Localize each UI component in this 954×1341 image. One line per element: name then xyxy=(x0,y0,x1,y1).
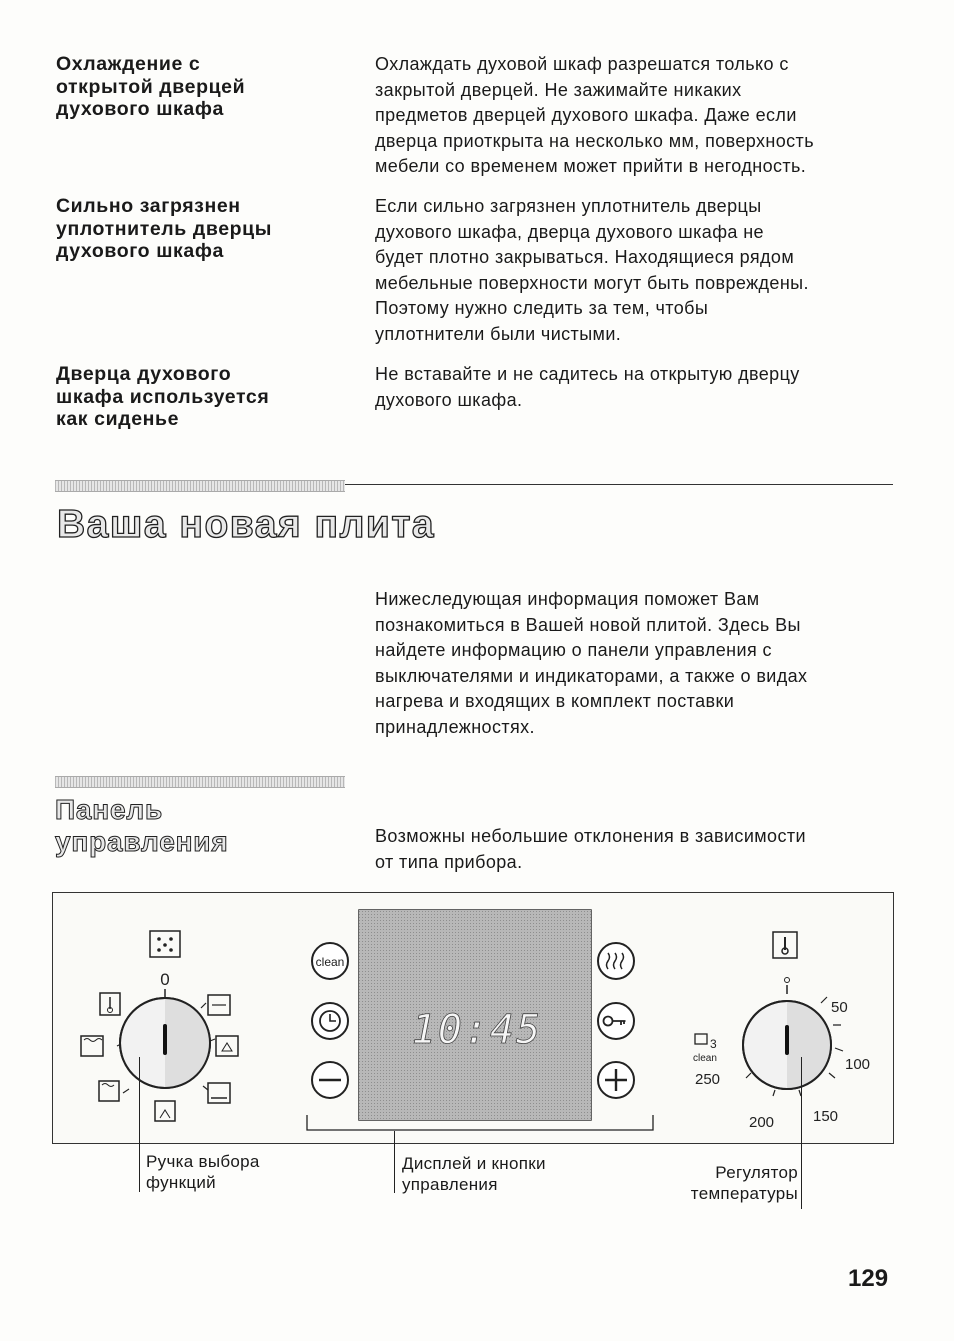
section-title: Ваша новая плита xyxy=(57,503,436,546)
plus-button[interactable] xyxy=(598,1062,634,1098)
warning-heading-door-seat: Дверца духового шкафа используется как сиденье xyxy=(56,363,270,430)
temperature-selector[interactable] xyxy=(693,932,870,1131)
top-heat-icon xyxy=(81,1036,103,1056)
selector-leader-line xyxy=(139,1057,140,1192)
subsection-title: Панель управления xyxy=(55,794,229,857)
subsection-note: Возможны небольшие отклонения в зависимости от типа прибора. xyxy=(375,826,806,872)
temperature-leader-line xyxy=(801,1057,802,1209)
bottom-heat-thermo-icon xyxy=(100,993,120,1015)
temp-mark-50: 50 xyxy=(831,999,848,1016)
temp-clean-label: clean xyxy=(693,1053,717,1064)
warning-heading-dirty-seal: Сильно загрязнен уплотнитель дверцы духового шкафа xyxy=(56,195,272,262)
selector-zero-label: 0 xyxy=(160,970,170,989)
warning-text-dirty-seal: Если сильно загрязнен уплотнитель дверцы духового шкафа, дверца духового шкафа не будет плотно закрываться. Находящиеся рядом мебельные поверхности могут быть повреждены. Поэтому нужно следить за тем, чтобы уплотнители были чистыми. xyxy=(375,196,809,344)
warning-text-door-seat: Не вставайте и не садитесь на открытую дверцу духового шкафа. xyxy=(375,364,800,410)
clock-button[interactable] xyxy=(312,1003,348,1039)
thermometer-icon xyxy=(773,932,797,958)
temp-mark-200: 200 xyxy=(749,1114,775,1131)
function-selector[interactable] xyxy=(81,931,238,1121)
clean-level-label: 3 xyxy=(710,1037,717,1051)
defrost-icon xyxy=(155,1101,175,1121)
top-bottom-heat-icon xyxy=(208,995,230,1015)
warning-heading-door-cooling: Охлаждение с открытой дверцей духового шкафа xyxy=(56,53,246,120)
clean-button[interactable] xyxy=(312,943,348,979)
selector-caption: Ручка выбора функций xyxy=(146,1152,260,1192)
grill-icon xyxy=(99,1081,119,1101)
temp-mark-100: 100 xyxy=(845,1056,871,1073)
hot-air-icon xyxy=(216,1036,238,1056)
display-time: 10:45 xyxy=(411,1007,543,1053)
section-divider-rule xyxy=(345,484,893,485)
child-lock-button[interactable] xyxy=(598,1003,634,1039)
section-divider-hatch xyxy=(55,480,345,492)
display-leader-line xyxy=(394,1131,395,1193)
minus-button[interactable] xyxy=(312,1062,348,1098)
rapid-heat-button[interactable] xyxy=(598,943,634,979)
temp-mark-250: 250 xyxy=(695,1071,721,1088)
temp-mark-150: 150 xyxy=(813,1108,839,1125)
control-panel-illustration xyxy=(52,892,894,1144)
warning-text-door-cooling: Охлаждать духовой шкаф разрешатся только с закрытой дверцей. Не зажимайте никаких предметов дверцей духового шкафа. Даже если дверца приоткрыта на несколько мм, поверхность мебели со временем может прийти в негодность. xyxy=(375,54,814,177)
page-number: 129 xyxy=(848,1265,889,1292)
section-intro: Нижеследующая информация поможет Вам познакомиться в Вашей новой плитой. Здесь Вы найдете информацию о панели управления с выключателями и индикаторами, а также о видах нагрева и входящих в комплект поставки принадлежностях. xyxy=(375,589,808,737)
bottom-heat-icon xyxy=(208,1083,230,1103)
clean-button-label: clean xyxy=(315,955,345,969)
subsection-divider-hatch xyxy=(55,776,345,788)
clean-mode-icon xyxy=(695,1034,707,1044)
temperature-caption: Регулятор температуры xyxy=(690,1163,798,1203)
display-caption: Дисплей и кнопки управления xyxy=(402,1154,546,1194)
